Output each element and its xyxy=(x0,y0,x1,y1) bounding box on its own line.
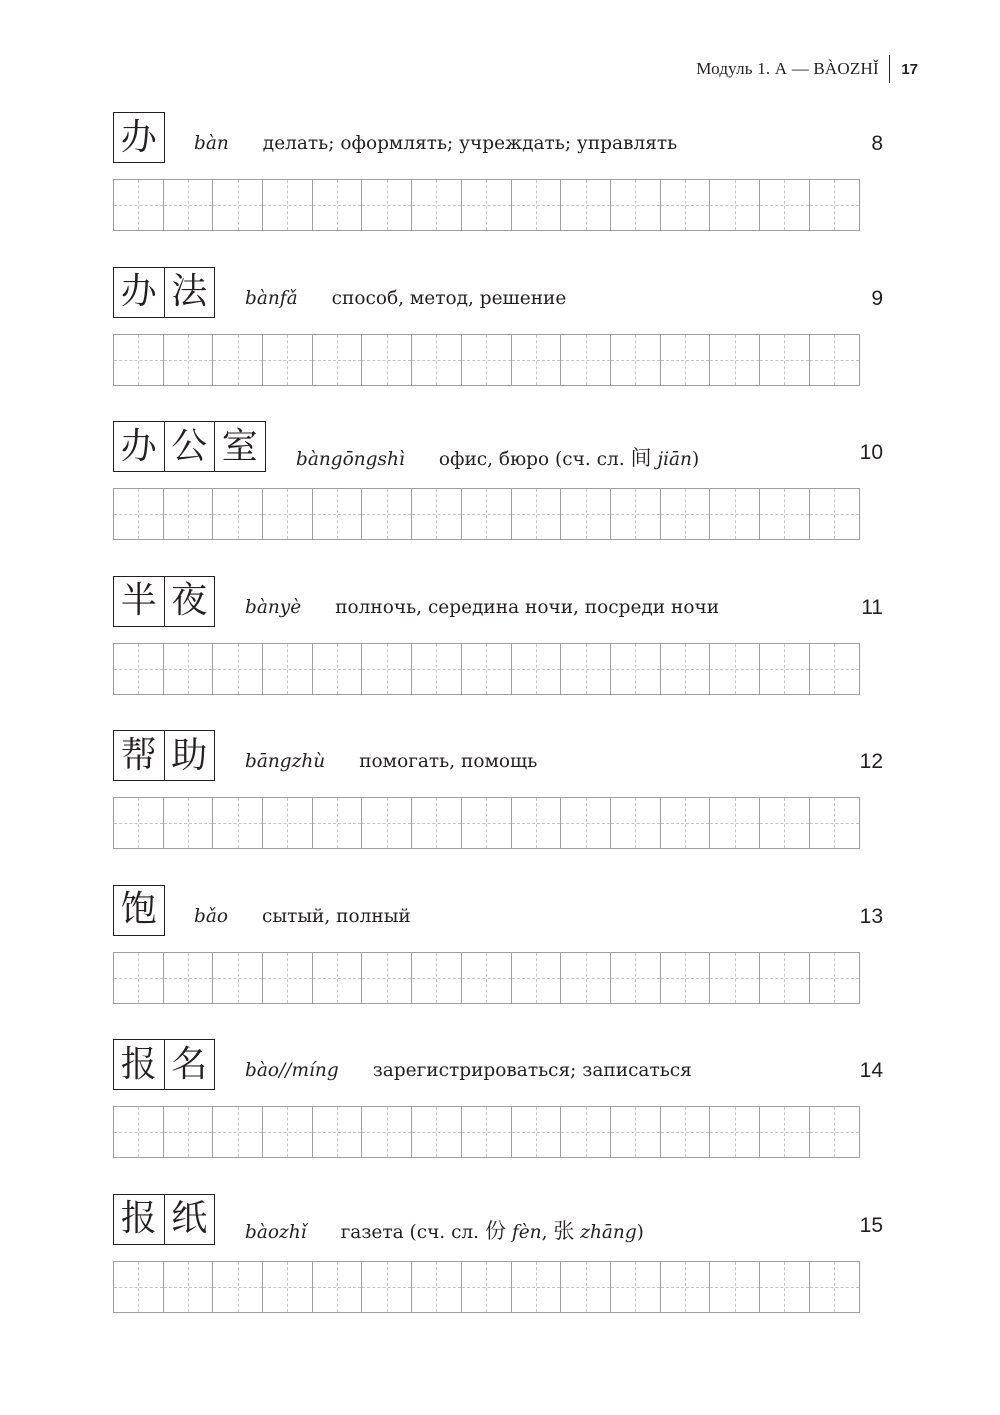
practice-cell xyxy=(710,489,760,539)
definition-text: офис, бюро (сч. сл. xyxy=(438,449,631,470)
practice-cell xyxy=(561,798,611,848)
vocab-entry xyxy=(113,885,883,1040)
practice-cell xyxy=(114,798,164,848)
page-number: 17 xyxy=(901,60,918,78)
practice-cell xyxy=(213,798,263,848)
practice-cell xyxy=(213,644,263,694)
entry-text xyxy=(245,288,566,309)
practice-cell xyxy=(462,180,512,230)
pinyin: bàn xyxy=(194,133,229,154)
practice-cell xyxy=(512,180,562,230)
practice-cell xyxy=(561,1107,611,1157)
measure-word-pinyin: fèn xyxy=(511,1221,542,1243)
practice-cell xyxy=(412,953,462,1003)
vocab-entry xyxy=(113,1194,883,1349)
practice-cell xyxy=(512,644,562,694)
definition xyxy=(359,751,537,772)
practice-cell xyxy=(213,1107,263,1157)
practice-cell xyxy=(263,1107,313,1157)
practice-cell xyxy=(164,644,214,694)
practice-cell xyxy=(263,953,313,1003)
practice-cell xyxy=(213,335,263,385)
vocabulary-list xyxy=(113,112,883,1348)
practice-cell xyxy=(611,1107,661,1157)
practice-cell xyxy=(362,180,412,230)
hanzi-character: 办 xyxy=(114,268,165,317)
hanzi-character: 纸 xyxy=(171,1198,208,1239)
practice-cell xyxy=(611,1262,661,1312)
practice-cell xyxy=(164,1107,214,1157)
vocab-entry xyxy=(113,267,883,422)
practice-cell xyxy=(412,798,462,848)
definition xyxy=(263,133,677,154)
entry-number: 15 xyxy=(859,1213,883,1237)
practice-cell xyxy=(661,1262,711,1312)
measure-word-pinyin: zhāng xyxy=(580,1221,637,1243)
entry-text xyxy=(245,597,719,618)
page-header xyxy=(696,55,918,83)
practice-cell xyxy=(114,335,164,385)
definition xyxy=(335,597,719,618)
entry-number: 9 xyxy=(871,286,883,310)
practice-grid xyxy=(113,797,860,849)
practice-cell xyxy=(611,180,661,230)
hanzi-character: 助 xyxy=(171,734,208,776)
entry-number: 13 xyxy=(859,904,883,928)
entry-number: 14 xyxy=(859,1059,883,1082)
hanzi-character: 室 xyxy=(221,425,258,467)
practice-cell xyxy=(263,798,313,848)
pinyin: bào//míng xyxy=(245,1060,339,1081)
practice-cell xyxy=(114,644,164,694)
practice-cell xyxy=(710,335,760,385)
entry-number: 12 xyxy=(859,750,883,773)
practice-cell xyxy=(412,489,462,539)
practice-cell xyxy=(512,798,562,848)
practice-cell xyxy=(512,1107,562,1157)
practice-cell xyxy=(114,180,164,230)
vocab-entry-head xyxy=(113,730,883,781)
practice-cell xyxy=(462,489,512,539)
practice-cell xyxy=(164,953,214,1003)
practice-cell xyxy=(462,644,512,694)
practice-cell xyxy=(412,335,462,385)
practice-cell xyxy=(512,335,562,385)
practice-cell xyxy=(213,953,263,1003)
practice-cell xyxy=(810,644,860,694)
practice-grid xyxy=(113,488,860,540)
vocab-entry xyxy=(113,730,883,885)
practice-cell xyxy=(313,1107,363,1157)
hanzi-character: 夜 xyxy=(171,580,208,621)
entry-text xyxy=(296,442,699,472)
practice-cell xyxy=(760,798,810,848)
entry-text xyxy=(194,133,677,154)
definition xyxy=(439,442,699,472)
entry-number: 11 xyxy=(861,595,883,619)
vocab-entry-head xyxy=(113,885,883,936)
practice-cell xyxy=(462,1107,512,1157)
practice-cell xyxy=(710,644,760,694)
pinyin: bāngzhù xyxy=(245,751,326,772)
practice-cell xyxy=(611,489,661,539)
practice-cell xyxy=(263,644,313,694)
definition-text: делать; оформлять; учреждать; управлять xyxy=(262,133,678,154)
practice-grid xyxy=(113,334,860,386)
practice-cell xyxy=(810,180,860,230)
hanzi-boxes xyxy=(113,1039,215,1090)
vocab-entry-head xyxy=(113,112,883,163)
practice-cell xyxy=(213,489,263,539)
practice-cell xyxy=(313,798,363,848)
vocab-entry-head xyxy=(113,576,883,627)
practice-cell xyxy=(561,489,611,539)
pinyin: bànfǎ xyxy=(245,287,298,309)
practice-cell xyxy=(760,953,810,1003)
practice-cell xyxy=(810,1107,860,1157)
practice-cell xyxy=(760,644,810,694)
practice-cell xyxy=(710,1262,760,1312)
practice-cell xyxy=(760,489,810,539)
practice-cell xyxy=(810,489,860,539)
practice-cell xyxy=(313,489,363,539)
practice-cell xyxy=(114,489,164,539)
practice-cell xyxy=(263,335,313,385)
entry-number: 10 xyxy=(859,441,883,464)
practice-cell xyxy=(561,953,611,1003)
measure-word-hanzi: 张 xyxy=(553,1218,575,1243)
definition-text: сытый, полный xyxy=(262,905,411,927)
practice-cell xyxy=(710,180,760,230)
hanzi-character: 名 xyxy=(171,1043,208,1085)
practice-cell xyxy=(661,180,711,230)
practice-cell xyxy=(114,953,164,1003)
practice-cell xyxy=(362,644,412,694)
definition xyxy=(262,906,411,927)
hanzi-character: 半 xyxy=(114,577,165,626)
hanzi-character: 办 xyxy=(120,116,157,158)
practice-cell xyxy=(412,1262,462,1312)
definition-text: ) xyxy=(636,1221,644,1243)
practice-cell xyxy=(362,1107,412,1157)
practice-cell xyxy=(561,644,611,694)
practice-cell xyxy=(313,644,363,694)
hanzi-character: 办 xyxy=(114,422,165,471)
practice-cell xyxy=(661,953,711,1003)
hanzi-boxes xyxy=(113,267,215,318)
practice-cell xyxy=(760,1107,810,1157)
practice-cell xyxy=(263,489,313,539)
entry-text xyxy=(194,906,411,927)
vocab-entry-head xyxy=(113,1039,883,1090)
definition-text: ) xyxy=(691,449,700,470)
practice-grid xyxy=(113,643,860,695)
practice-cell xyxy=(760,335,810,385)
measure-word-hanzi: 份 xyxy=(484,1218,506,1243)
practice-cell xyxy=(810,335,860,385)
vocab-entry xyxy=(113,576,883,731)
hanzi-boxes xyxy=(113,576,215,627)
hanzi-boxes xyxy=(113,730,215,781)
hanzi-character: 法 xyxy=(171,271,208,312)
entry-text xyxy=(245,1215,644,1245)
practice-cell xyxy=(462,335,512,385)
hanzi-boxes xyxy=(113,421,266,472)
practice-grid xyxy=(113,1106,860,1158)
practice-cell xyxy=(313,1262,363,1312)
pinyin: bàngōngshì xyxy=(296,449,405,470)
entry-text xyxy=(245,1060,692,1081)
practice-cell xyxy=(561,180,611,230)
vocab-entry xyxy=(113,112,883,267)
practice-cell xyxy=(810,953,860,1003)
vocab-entry-head xyxy=(113,1194,883,1245)
entry-number: 8 xyxy=(871,132,883,155)
practice-cell xyxy=(611,953,661,1003)
practice-cell xyxy=(164,489,214,539)
hanzi-character: 公 xyxy=(165,422,216,471)
vocab-entry-head xyxy=(113,267,883,318)
definition-text: зарегистрироваться; записаться xyxy=(372,1060,692,1081)
hanzi-boxes xyxy=(113,112,165,163)
practice-cell xyxy=(362,1262,412,1312)
practice-cell xyxy=(213,180,263,230)
vocab-entry xyxy=(113,1039,883,1194)
practice-cell xyxy=(313,180,363,230)
practice-cell xyxy=(611,335,661,385)
practice-cell xyxy=(164,1262,214,1312)
vocab-entry xyxy=(113,421,883,576)
definition xyxy=(373,1060,692,1081)
pinyin: bǎo xyxy=(194,905,229,927)
practice-cell xyxy=(661,798,711,848)
practice-cell xyxy=(661,489,711,539)
definition-text: помогать, помощь xyxy=(359,751,538,772)
practice-cell xyxy=(412,1107,462,1157)
definition-text: газета (сч. сл. xyxy=(340,1221,485,1243)
practice-cell xyxy=(661,644,711,694)
definition-text: полночь, середина ночи, посреди ночи xyxy=(335,596,720,618)
practice-cell xyxy=(412,180,462,230)
pinyin: bàozhǐ xyxy=(245,1221,307,1243)
practice-cell xyxy=(313,953,363,1003)
running-title: Модуль 1. А — BÀOZHǏ xyxy=(696,59,879,78)
practice-cell xyxy=(412,644,462,694)
practice-cell xyxy=(561,1262,611,1312)
definition xyxy=(341,1215,644,1245)
practice-cell xyxy=(462,1262,512,1312)
practice-cell xyxy=(710,798,760,848)
practice-cell xyxy=(114,1107,164,1157)
practice-cell xyxy=(362,798,412,848)
practice-cell xyxy=(164,335,214,385)
practice-grid xyxy=(113,179,860,231)
practice-grid xyxy=(113,1261,860,1313)
practice-cell xyxy=(611,798,661,848)
hanzi-character: 报 xyxy=(114,1040,165,1089)
practice-cell xyxy=(114,1262,164,1312)
definition xyxy=(332,288,567,309)
practice-cell xyxy=(512,953,562,1003)
practice-grid xyxy=(113,952,860,1004)
practice-cell xyxy=(164,180,214,230)
definition-text: способ, метод, решение xyxy=(331,287,567,309)
definition-text: , xyxy=(541,1221,554,1243)
practice-cell xyxy=(512,1262,562,1312)
practice-cell xyxy=(710,1107,760,1157)
practice-cell xyxy=(561,335,611,385)
practice-cell xyxy=(710,953,760,1003)
measure-word-hanzi: 间 xyxy=(630,446,652,470)
practice-cell xyxy=(611,644,661,694)
practice-cell xyxy=(362,489,412,539)
hanzi-character: 报 xyxy=(114,1195,165,1244)
hanzi-character: 帮 xyxy=(114,731,165,780)
hanzi-boxes xyxy=(113,1194,215,1245)
vocab-entry-head xyxy=(113,421,883,472)
entry-text xyxy=(245,751,537,772)
practice-cell xyxy=(462,953,512,1003)
practice-cell xyxy=(760,180,810,230)
practice-cell xyxy=(462,798,512,848)
practice-cell xyxy=(760,1262,810,1312)
practice-cell xyxy=(810,1262,860,1312)
practice-cell xyxy=(661,335,711,385)
pinyin: bànyè xyxy=(245,596,302,618)
practice-cell xyxy=(263,1262,313,1312)
practice-cell xyxy=(164,798,214,848)
practice-cell xyxy=(362,335,412,385)
practice-cell xyxy=(512,489,562,539)
practice-cell xyxy=(810,798,860,848)
practice-cell xyxy=(313,335,363,385)
practice-cell xyxy=(263,180,313,230)
measure-word-pinyin: jiān xyxy=(657,449,692,470)
practice-cell xyxy=(213,1262,263,1312)
hanzi-character: 饱 xyxy=(120,889,157,930)
hanzi-boxes xyxy=(113,885,165,936)
practice-cell xyxy=(362,953,412,1003)
practice-cell xyxy=(661,1107,711,1157)
